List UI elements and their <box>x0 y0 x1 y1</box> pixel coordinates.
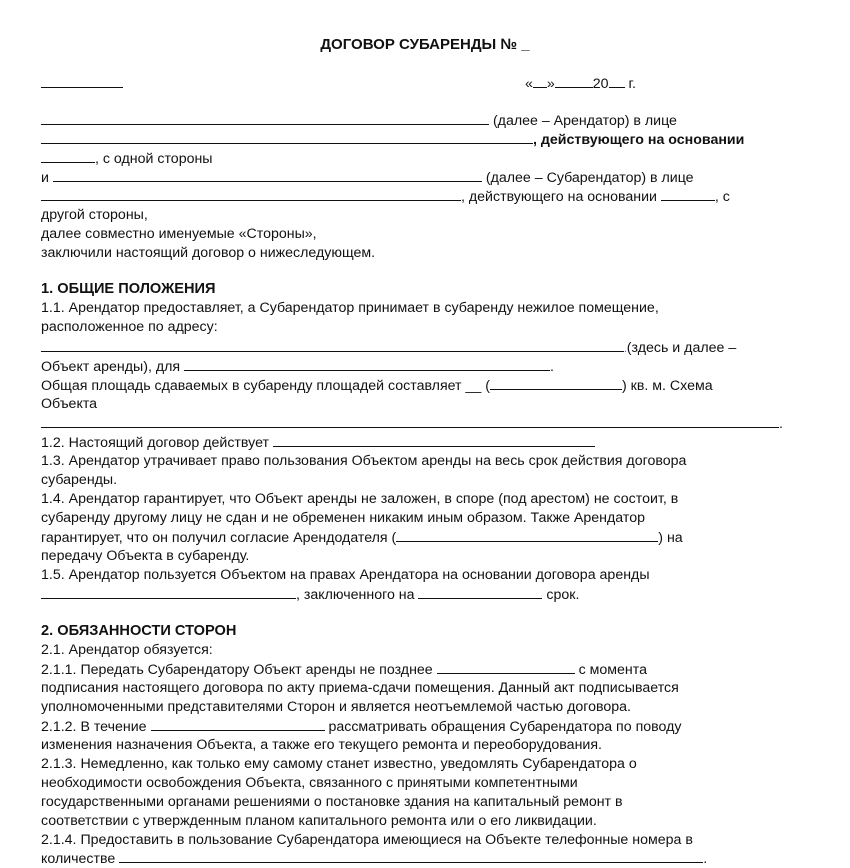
section-2-heading: 2. ОБЯЗАННОСТИ СТОРОН <box>41 623 237 639</box>
blank-landlord-consent[interactable] <box>396 528 658 542</box>
preamble-line-2: , действующего на основании <box>41 130 744 149</box>
s1-line-11: 1.4. Арендатор гарантирует, что Объект аренды не заложен, в споре (под арестом) не состоит, в <box>41 491 679 507</box>
section-1-heading: 1. ОБЩИЕ ПОЛОЖЕНИЯ <box>41 281 216 297</box>
s1-line-12: субаренду другому лицу не сдан и не обременен никаким иным образом. Также Арендатор <box>41 510 645 526</box>
preamble-line-1: (далее – Арендатор) в лице <box>41 111 677 130</box>
blank-term[interactable] <box>273 433 595 447</box>
s1-line-3: .(здесь и далее – <box>41 338 736 359</box>
blank-review-period[interactable] <box>151 717 325 731</box>
blank-handover-date[interactable] <box>437 660 575 674</box>
s1-line-6: Объекта <box>41 396 98 412</box>
blank-area-words[interactable] <box>490 376 622 390</box>
s2-line-5: 2.1.2. В течение рассматривать обращения Субарендатора по поводу <box>41 719 682 735</box>
blank-month[interactable] <box>555 74 593 88</box>
s1-line-5: Общая площадь сдаваемых в субаренду площадей составляет __ ( ) кв. м. Схема <box>41 378 713 394</box>
s2-line-1: 2.1. Арендатор обязуется: <box>41 642 213 658</box>
blank-city[interactable] <box>41 74 123 88</box>
blank-object-scheme[interactable] <box>41 414 779 428</box>
s1-line-2: расположенное по адресу: <box>41 319 218 335</box>
preamble-line-8: заключили настоящий договор о нижеследующем. <box>41 245 376 261</box>
preamble-line-6: другой стороны, <box>41 207 148 223</box>
s2-line-10: соответствии с утвержденным планом капитального ремонта или о его ликвидации. <box>41 813 597 829</box>
s2-line-9: государственными органами решениями о постановке здания на капитальный ремонт в <box>41 794 623 810</box>
blank-lessee-name[interactable] <box>41 111 489 125</box>
preamble-line-4: и (далее – Субарендатор) в лице <box>41 170 694 186</box>
s2-line-4: уполномоченными представителями Сторон и является неотъемлемой частью договора. <box>41 699 631 715</box>
blank-lessee-rep[interactable] <box>41 130 533 144</box>
date-field: « » 20 г. <box>525 76 636 92</box>
blank-day[interactable] <box>533 74 547 88</box>
s1-line-14: передачу Объекта в субаренду. <box>41 548 250 564</box>
s1-line-13: гарантирует, что он получил согласие Арендодателя ( ) на <box>41 530 683 546</box>
s1-line-10: субаренды. <box>41 472 118 488</box>
s1-line-9: 1.3. Арендатор утрачивает право пользования Объектом аренды на весь срок действия договора <box>41 453 687 469</box>
s2-line-2: 2.1.1. Передать Субарендатору Объект аренды не позднее с момента <box>41 662 647 678</box>
s2-line-7: 2.1.3. Немедленно, как только ему самому станет известно, уведомлять Субарендатора о <box>41 756 637 772</box>
s1-line-15: 1.5. Арендатор пользуется Объектом на правах Арендатора на основании договора аренды <box>41 567 650 583</box>
s1-line-7: . <box>41 414 783 433</box>
blank-lease-term[interactable] <box>418 585 542 599</box>
blank-sublessee-name[interactable] <box>53 168 482 182</box>
s1-line-1: 1.1. Арендатор предоставляет, а Субарендатор принимает в субаренду нежилое помещение, <box>41 300 659 316</box>
blank-address[interactable] <box>41 338 624 352</box>
s2-line-8: необходимости освобождения Объекта, связанного с принятыми компетентными <box>41 775 578 791</box>
date-line <box>41 74 123 93</box>
date-year: 20 <box>592 76 609 92</box>
blank-purpose[interactable] <box>184 357 550 371</box>
s1-line-16: , заключенного на срок. <box>41 585 579 604</box>
preamble-line-5: , действующего на основании , с <box>41 187 730 206</box>
blank-lease-contract[interactable] <box>41 585 296 599</box>
preamble-line-7: далее совместно именуемые «Стороны», <box>41 226 317 242</box>
s2-line-6: изменения назначения Объекта, а также его текущего ремонта и переоборудования. <box>41 737 602 753</box>
s1-line-8: 1.2. Настоящий договор действует <box>41 433 595 452</box>
cursor-mark: . <box>624 344 627 355</box>
s2-line-11: 2.1.4. Предоставить в пользование Субарендатора имеющиеся на Объекте телефонные номера в <box>41 832 693 848</box>
s1-line-4: Объект аренды), для . <box>41 359 554 375</box>
s2-line-12: количестве . <box>41 851 708 867</box>
date-suffix: г. <box>628 76 636 92</box>
blank-lessee-basis[interactable] <box>41 149 95 163</box>
preamble-line-3: , с одной стороны <box>41 149 213 168</box>
blank-year[interactable] <box>609 74 625 88</box>
blank-sublessee-rep[interactable] <box>41 187 461 201</box>
s2-line-3: подписания настоящего договора по акту приема-сдачи помещения. Данный акт подписывается <box>41 680 679 696</box>
document-title: ДОГОВОР СУБАРЕНДЫ № _ <box>320 36 530 53</box>
blank-sublessee-basis[interactable] <box>661 187 715 201</box>
blank-phone-count[interactable] <box>119 849 703 863</box>
